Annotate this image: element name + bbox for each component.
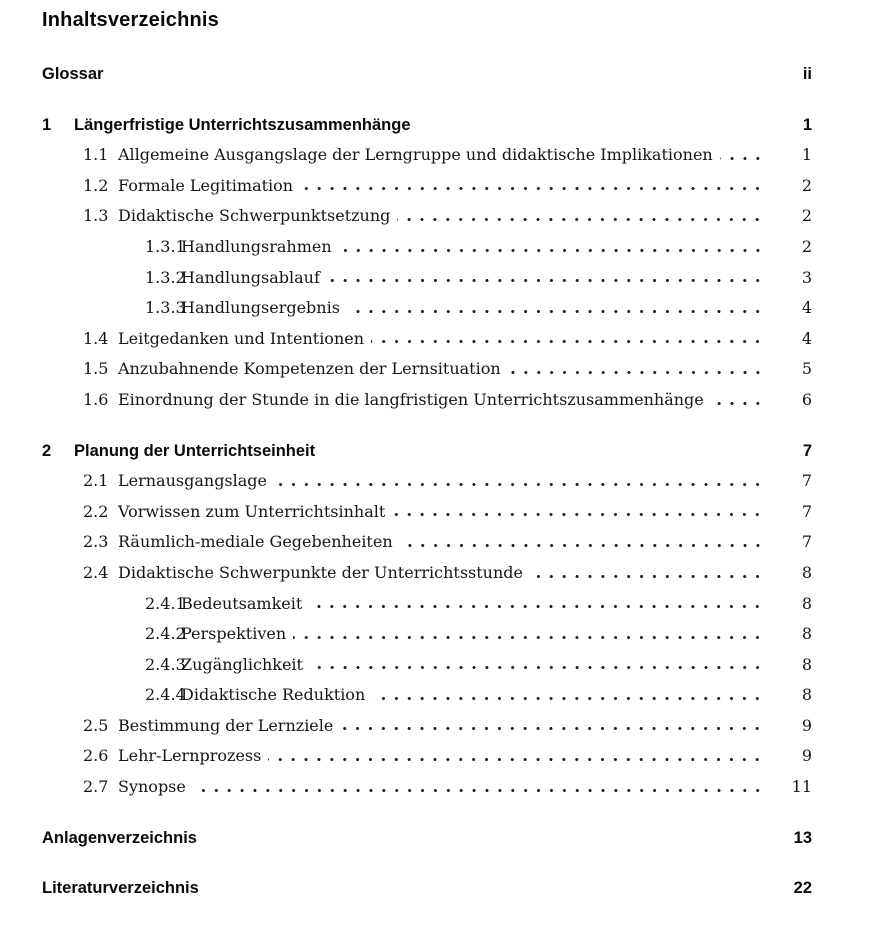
- dot-leader: [274, 466, 766, 497]
- toc-entry-number: 2.4.2: [145, 624, 186, 644]
- toc-entry-number: 2.4.4: [145, 685, 186, 705]
- toc-entry-number: 2.4: [83, 562, 109, 582]
- toc-entry-page: 1: [801, 145, 812, 165]
- toc-entry-label: Leitgedanken und Intentionen: [118, 328, 365, 348]
- toc-entry-number: 2.6: [83, 746, 109, 766]
- toc-entry-number: 2.4.1: [145, 593, 186, 613]
- toc-entry-label: Didaktische Reduktion: [181, 685, 366, 705]
- toc-entry: [145, 263, 812, 294]
- toc-entry: [83, 466, 812, 497]
- toc-entry-number: 1.4: [83, 328, 109, 348]
- toc-entry-number: 1.6: [83, 389, 109, 409]
- toc-entry-number: 1.1: [83, 145, 109, 165]
- toc-entry-number: 1.3.3: [145, 298, 186, 318]
- dot-leader: [347, 293, 766, 324]
- toc-entry: [42, 823, 812, 854]
- dot-leader: [193, 772, 766, 803]
- toc-entry: [83, 324, 812, 355]
- toc-entry: [83, 140, 812, 171]
- toc-entry-number: 1.3.2: [145, 267, 186, 287]
- dot-leader: [340, 711, 766, 742]
- toc-entry-label: Lernausgangslage: [118, 471, 268, 491]
- dot-leader: [327, 263, 766, 294]
- toc-entry-label: Längerfristige Unterrichtszusammenhänge: [74, 115, 411, 134]
- toc-entry-page: 5: [801, 359, 812, 379]
- toc-entry-label: Perspektiven: [181, 624, 287, 644]
- dot-leader: [339, 232, 766, 263]
- toc-entry-page: 13: [793, 828, 812, 847]
- dot-leader: [397, 201, 766, 232]
- dot-leader: [293, 619, 766, 650]
- toc-entry: [145, 293, 812, 324]
- toc-entry-number: 2.5: [83, 715, 109, 735]
- dot-leader: [418, 110, 767, 141]
- toc-entry-page: 9: [801, 715, 812, 735]
- toc-entry-page: 11: [791, 777, 812, 797]
- toc-entry-label: Formale Legitimation: [118, 175, 294, 195]
- toc-entry-label: Vorwissen zum Unterrichtsinhalt: [118, 501, 386, 521]
- toc-entry-label: Bedeutsamkeit: [181, 593, 303, 613]
- dot-leader: [204, 823, 766, 854]
- dot-leader: [110, 59, 766, 90]
- toc-entry: [145, 619, 812, 650]
- toc-entry: [145, 232, 812, 263]
- dot-leader: [530, 558, 766, 589]
- dot-leader: [310, 650, 766, 681]
- toc-entry-page: 7: [801, 501, 812, 521]
- toc-entry-number: 2.7: [83, 777, 109, 797]
- dot-leader: [711, 385, 766, 416]
- toc-entry: [42, 873, 812, 904]
- toc-entry-page: 8: [801, 685, 812, 705]
- dot-leader: [372, 680, 766, 711]
- dot-leader: [268, 741, 766, 772]
- toc-entry-label: Handlungsergebnis: [181, 298, 340, 318]
- toc-entry: [145, 589, 812, 620]
- toc-entry: [83, 711, 812, 742]
- toc-entry-page: 1: [802, 115, 812, 134]
- toc-entry-label: Räumlich-mediale Gegebenheiten: [118, 532, 393, 552]
- toc-entry: [145, 680, 812, 711]
- toc-entry-page: 9: [801, 746, 812, 766]
- toc-entry-page: 3: [801, 267, 812, 287]
- toc-entry: [83, 497, 812, 528]
- toc-entry-page: 8: [801, 654, 812, 674]
- toc-entry-number: 2.3: [83, 532, 109, 552]
- dot-leader: [720, 140, 766, 171]
- dot-leader: [322, 436, 766, 467]
- toc-entry-page: 6: [801, 389, 812, 409]
- toc-entry: [83, 772, 812, 803]
- table-of-contents: [42, 59, 812, 904]
- toc-entry-label: Bestimmung der Lernziele: [118, 715, 334, 735]
- dot-leader: [400, 527, 766, 558]
- toc-entry-label: Handlungsrahmen: [181, 236, 332, 256]
- toc-entry: [83, 201, 812, 232]
- dot-leader: [508, 354, 766, 385]
- toc-entry-page: 8: [801, 624, 812, 644]
- toc-entry: [42, 59, 812, 90]
- toc-entry-label: Synopse: [118, 777, 186, 797]
- toc-entry-number: 1: [42, 115, 52, 134]
- toc-entry: [42, 110, 812, 141]
- page-title: Inhaltsverzeichnis: [42, 9, 219, 31]
- toc-entry-label: Glossar: [42, 65, 104, 83]
- toc-entry: [83, 385, 812, 416]
- toc-entry-label: Didaktische Schwerpunkte der Unterrichtsstunde: [118, 562, 523, 582]
- dot-leader: [206, 873, 766, 904]
- dot-leader: [392, 497, 766, 528]
- toc-entry-page: 22: [793, 879, 812, 898]
- toc-entry-number: 2.4.3: [145, 654, 186, 674]
- toc-entry-label: Allgemeine Ausgangslage der Lerngruppe und didaktische Implikationen: [118, 145, 713, 165]
- toc-entry-page: ii: [802, 65, 812, 83]
- toc-entry-label: Literaturverzeichnis: [42, 879, 199, 898]
- toc-entry-page: 8: [801, 562, 812, 582]
- toc-entry-page: 7: [801, 471, 812, 491]
- toc-entry-label: Didaktische Schwerpunktsetzung: [118, 206, 391, 226]
- toc-entry-label: Anzubahnende Kompetenzen der Lernsituation: [118, 359, 501, 379]
- dot-leader: [371, 324, 766, 355]
- toc-entry-page: 2: [801, 175, 812, 195]
- toc-entry-page: 2: [801, 206, 812, 226]
- toc-entry-number: 1.2: [83, 175, 109, 195]
- toc-entry-label: Einordnung der Stunde in die langfristigen Unterrichtszusammenhänge: [118, 389, 704, 409]
- toc-entry: [83, 558, 812, 589]
- toc-entry-number: 1.3: [83, 206, 109, 226]
- toc-entry: [83, 527, 812, 558]
- toc-entry-number: 2.1: [83, 471, 109, 491]
- toc-entry: [83, 171, 812, 202]
- toc-entry: [145, 650, 812, 681]
- toc-entry-label: Planung der Unterrichtseinheit: [74, 441, 316, 460]
- toc-entry-page: 7: [802, 441, 812, 460]
- toc-entry-label: Zugänglichkeit: [181, 654, 303, 674]
- toc-entry-label: Handlungsablauf: [181, 267, 320, 287]
- dot-leader: [309, 589, 766, 620]
- toc-entry-page: 4: [801, 298, 812, 318]
- dot-leader: [300, 171, 766, 202]
- toc-entry-page: 2: [801, 236, 812, 256]
- toc-entry-page: 8: [801, 593, 812, 613]
- toc-entry: [42, 436, 812, 467]
- toc-entry-page: 4: [801, 328, 812, 348]
- toc-entry-number: 2: [42, 441, 52, 460]
- toc-entry: [83, 741, 812, 772]
- toc-entry-number: 1.5: [83, 359, 109, 379]
- toc-entry-number: 1.3.1: [145, 236, 186, 256]
- toc-entry-label: Lehr-Lernprozess: [118, 746, 262, 766]
- toc-entry: [83, 354, 812, 385]
- toc-entry-label: Anlagenverzeichnis: [42, 828, 197, 847]
- toc-entry-page: 7: [801, 532, 812, 552]
- toc-entry-number: 2.2: [83, 501, 109, 521]
